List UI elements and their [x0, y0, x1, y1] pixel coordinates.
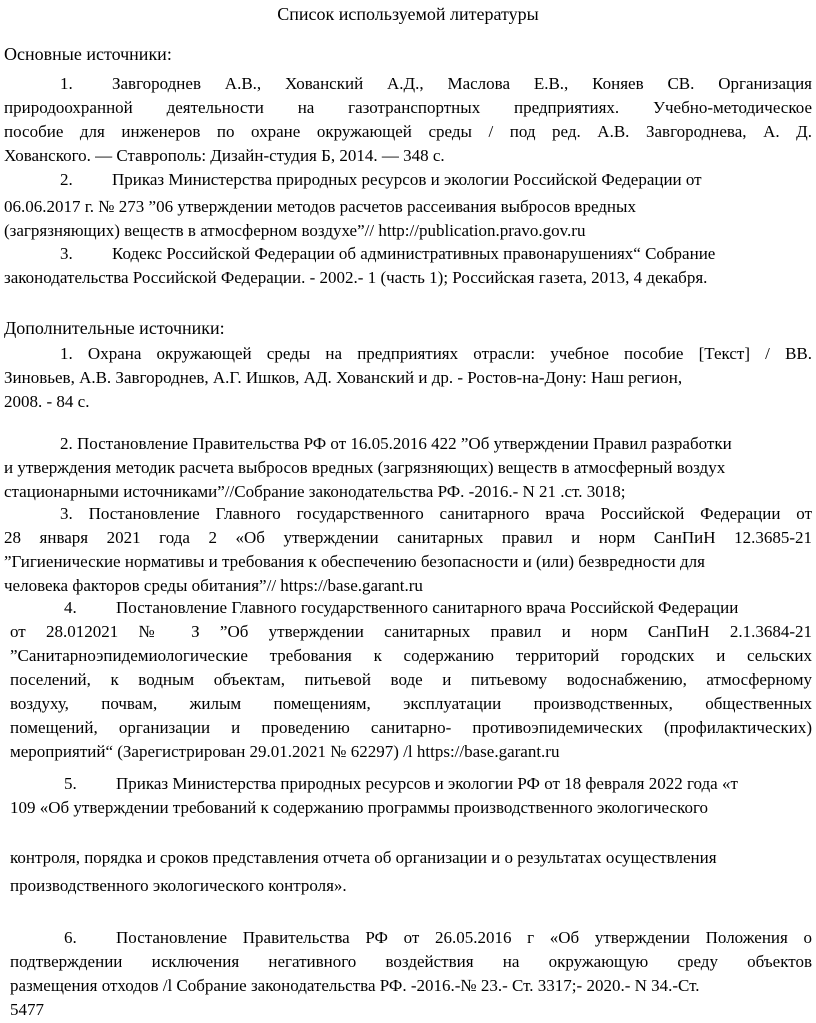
item-text: производственного экологического контроля».	[10, 876, 347, 895]
item-text: Приказ Министерства природных ресурсов и экологии Российской Федерации от	[112, 170, 702, 189]
item-text: размещения отходов /l Собрание законодательства РФ. -2016.-№ 23.- Ст. 3317;- 2020.- N 34.-Ст.	[10, 976, 700, 995]
item-text: 5477	[10, 1000, 44, 1019]
item-text: Постановление Правительства РФ от 26.05.2016 г «Об утверждении Положения о	[116, 928, 812, 947]
main-sources-heading: Основные источники:	[4, 44, 172, 64]
main-source-3	[4, 242, 812, 290]
additional-source-2	[4, 432, 812, 504]
item-number: 3.	[60, 244, 73, 263]
item-text: Кодекс Российской Федерации об административных правонарушениях“ Собрание	[112, 244, 716, 263]
item-text: Завгороднев А.В., Хованский А.Д., Маслова Е.В., Коняев СВ. Организация	[112, 74, 812, 93]
item-text: помещений, организации и проведению санитарно- противоэпидемических (профилактических)	[10, 718, 812, 737]
item-text: Приказ Министерства природных ресурсов и экологии РФ от 18 февраля 2022 года «т	[116, 774, 738, 793]
item-text: ”Гигиенические нормативы и требования к обеспечению безопасности и (или) безвредности для	[4, 552, 705, 571]
item-number: 6.	[64, 928, 77, 947]
page-title: Список используемой литературы	[277, 4, 539, 24]
item-text: человека факторов среды обитания”// https://base.garant.ru	[4, 576, 423, 595]
item-text: подтверждении исключения негативного воздействия на окружающую среду объектов	[10, 952, 812, 971]
item-number: 2.	[60, 170, 73, 189]
item-text: 06.06.2017 г. № 273 ”06 утверждении методов расчетов рассеивания выбросов вредных	[4, 197, 636, 216]
item-text: Постановление Главного государственного санитарного врача Российской Федерации	[116, 598, 739, 617]
main-source-2	[4, 168, 812, 243]
additional-source-5	[10, 772, 812, 898]
item-number: 4.	[64, 598, 77, 617]
item-text: поселений, к водным объектам, питьевой воде и питьевому водоснабжению, атмосферному	[10, 670, 812, 689]
item-text: законодательства Российской Федерации. - 2002.- 1 (часть 1); Российская газета, 2013, 4 декабря.	[4, 268, 708, 287]
item-text: стационарными источниками”//Собрание законодательства РФ. -2016.- N 21 .ст. 3018;	[4, 482, 626, 501]
item-text: от 28.012021 № З ”Об утверждении санитарных правил и норм СанПиН 2.1.3684-21	[10, 622, 812, 641]
item-text: Зиновьев, А.В. Завгороднев, А.Г. Ишков, АД. Хованский и др. - Ростов-на-Дону: Наш регион,	[4, 368, 683, 387]
item-text: 109 «Об утверждении требований к содержанию программы производственного экологического	[10, 798, 708, 817]
item-text: и утверждения методик расчета выбросов вредных (загрязняющих) веществ в атмосферный воздух	[4, 458, 726, 477]
additional-source-3	[4, 502, 812, 598]
item-text: пособие для инженеров по охране окружающей среды / под ред. А.В. Завгороднева, А. Д.	[4, 122, 812, 141]
item-text: 1. Охрана окружающей среды на предприятиях отрасли: учебное пособие [Текст] / ВВ.	[60, 344, 812, 363]
item-text: 2008. - 84 с.	[4, 392, 90, 411]
item-text: 2. Постановление Правительства РФ от 16.05.2016 422 ”Об утверждении Правил разработки	[60, 434, 732, 453]
item-text: 28 января 2021 года 2 «Об утверждении санитарных правил и норм СанПиН 12.3685-21	[4, 528, 812, 547]
item-number: 5.	[64, 774, 77, 793]
item-text: Хованского. — Ставрополь: Дизайн-студия Б, 2014. — 348 с.	[4, 146, 445, 165]
main-source-1	[4, 72, 812, 168]
item-text: природоохранной деятельности на газотранспортных предприятиях. Учебно-методическое	[4, 98, 812, 117]
item-text: мероприятий“ (Зарегистрирован 29.01.2021 № 62297) /l https://base.garant.ru	[10, 742, 560, 761]
additional-source-6	[10, 926, 812, 1022]
item-text: ”Санитарноэпидемиологические требования к содержанию территорий городских и сельских	[10, 646, 812, 665]
item-text: (загрязняющих) веществ в атмосферном воздухе”// http://publication.pravo.gov.ru	[4, 221, 586, 240]
item-text: контроля, порядка и сроков представления отчета об организации и о результатах осуществления	[10, 848, 717, 867]
item-text: 3. Постановление Главного государственного санитарного врача Российской Федерации от	[60, 504, 812, 523]
additional-sources-heading: Дополнительные источники:	[4, 318, 225, 338]
additional-source-4	[10, 596, 812, 764]
additional-source-1	[4, 342, 812, 414]
item-number: 1.	[60, 74, 73, 93]
item-text: воздуху, почвам, жилым помещениям, эксплуатации производственных, общественных	[10, 694, 812, 713]
